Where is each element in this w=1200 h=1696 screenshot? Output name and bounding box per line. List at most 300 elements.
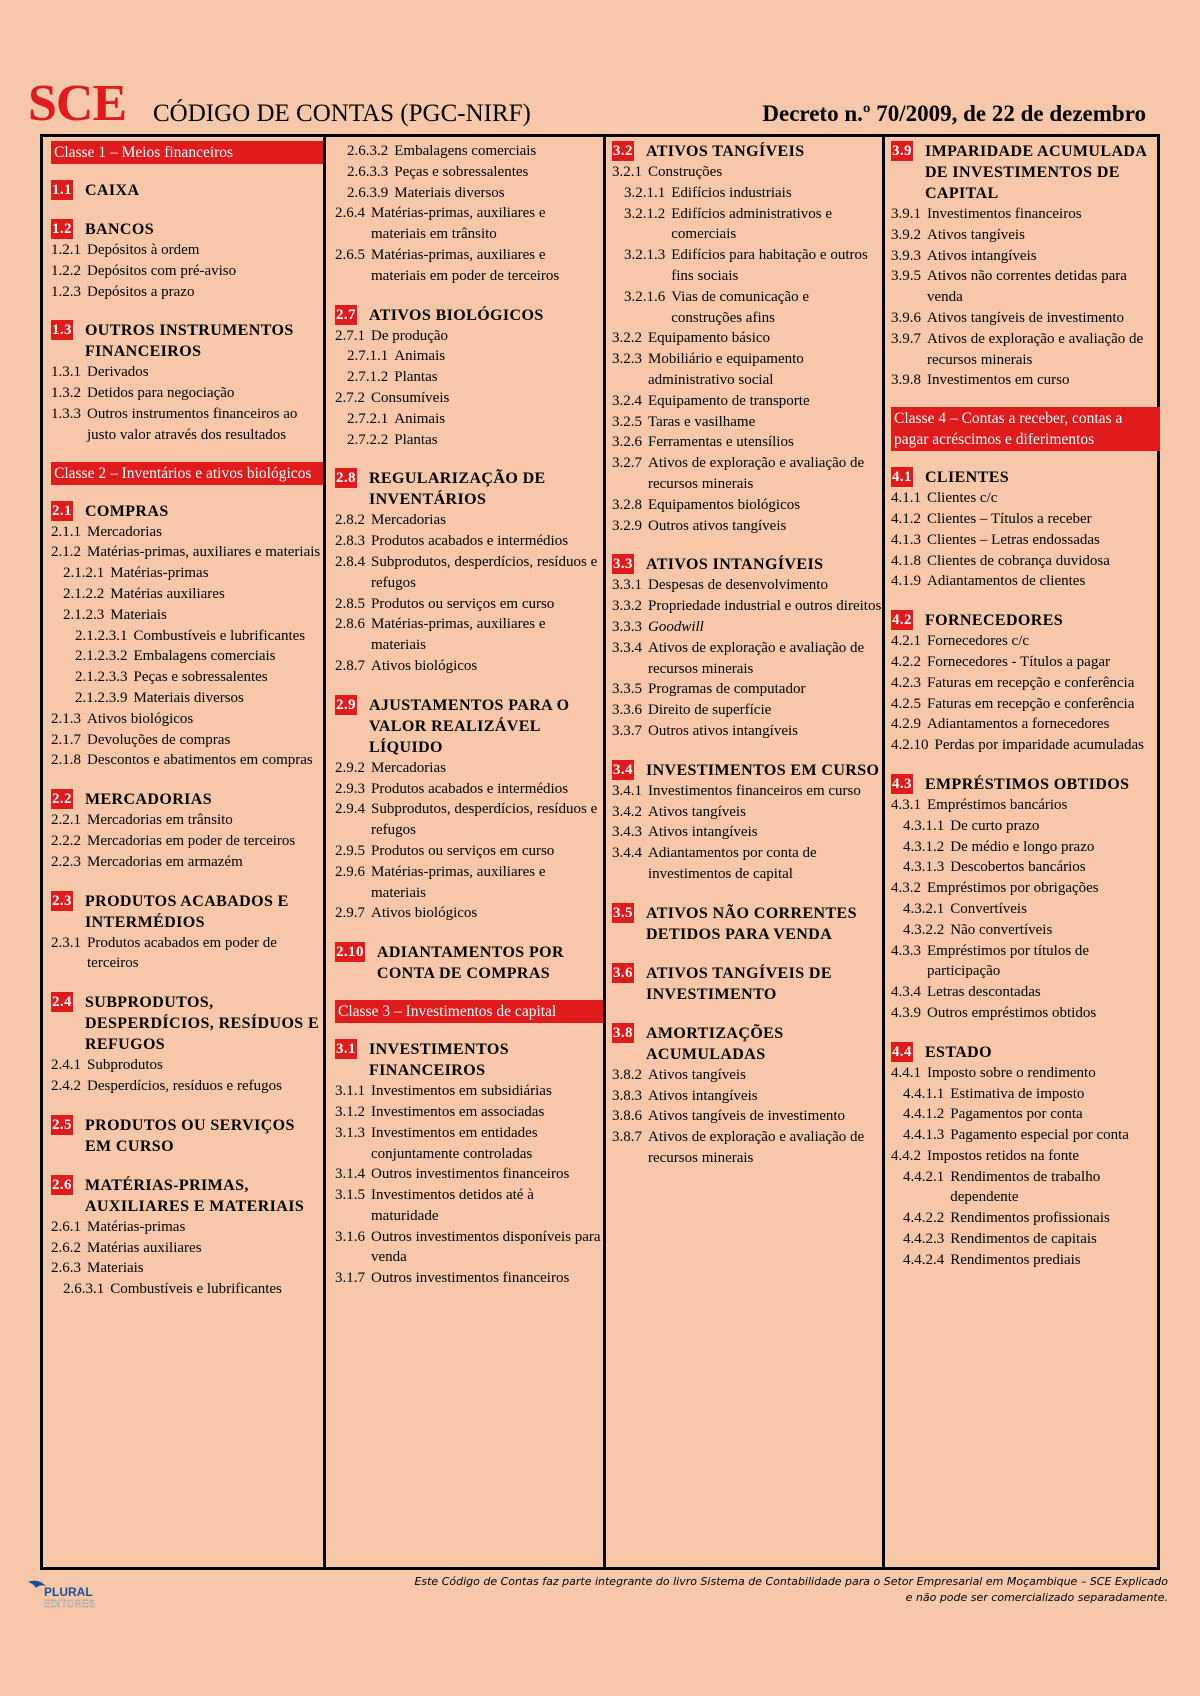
class-header: Classe 2 – Inventários e ativos biológicos: [51, 462, 323, 485]
account-number: 2.7.1.2: [347, 369, 389, 386]
account-name: Derivados: [87, 364, 149, 381]
group-title: ESTADO: [924, 1043, 992, 1061]
account-item: [612, 1065, 882, 1086]
account-number: 4.1.8: [891, 552, 921, 569]
account-item: [335, 799, 603, 841]
account-number: 3.1.7: [335, 1270, 365, 1287]
account-item: [335, 656, 603, 677]
account-item: [335, 367, 603, 388]
account-number: 3.2.5: [612, 413, 642, 430]
account-number: 3.9.6: [891, 309, 921, 326]
account-name: Ativos intangíveis: [927, 247, 1037, 264]
account-number: 3.9.1: [891, 206, 921, 222]
group-title: ATIVOS INTANGÍVEIS: [645, 556, 824, 574]
account-name: Faturas em recepção e conferência: [927, 695, 1135, 712]
account-item: [335, 430, 603, 451]
account-number: 2.6.2: [51, 1239, 81, 1256]
group-title: CAIXA: [84, 182, 140, 199]
account-name: Ativos não correntes detidas para venda: [927, 268, 1127, 306]
account-number: 3.2.1.3: [624, 247, 666, 264]
account-name: Investimentos detidos até à maturidade: [371, 1187, 534, 1224]
group-number-badge: 1.3: [52, 322, 72, 339]
group-title: ADIANTAMENTOS POR CONTA DE COMPRAS: [376, 944, 564, 983]
account-item: [891, 857, 1160, 878]
group-title: FORNECEDORES: [924, 612, 1064, 630]
account-item: [891, 673, 1160, 694]
account-name: De curto prazo: [950, 817, 1040, 834]
account-name: Clientes – Letras endossadas: [927, 531, 1100, 548]
account-name: Edifícios industriais: [671, 184, 792, 201]
account-name: Outros empréstimos obtidos: [927, 1004, 1097, 1021]
account-item: [891, 899, 1160, 920]
account-name: Ativos tangíveis: [648, 1066, 746, 1083]
group-title: ATIVOS BIOLÓGICOS: [368, 306, 544, 324]
publisher-logo: [26, 1576, 106, 1610]
account-item: [891, 1084, 1160, 1105]
account-name: Mercadorias em armazém: [87, 853, 243, 870]
account-name: Subprodutos, desperdícios, resíduos e refugos: [371, 801, 598, 839]
account-name: Adiantamentos por conta de investimentos de capital: [648, 845, 817, 882]
account-number: 1.3.3: [51, 405, 81, 422]
account-number: 4.3.2.2: [903, 921, 945, 938]
account-number: 4.4.1: [891, 1064, 921, 1081]
account-number: 2.9.7: [335, 905, 365, 922]
account-number: 3.1.1: [335, 1083, 365, 1100]
account-name: Mercadorias: [371, 512, 446, 529]
account-item: [612, 287, 882, 329]
account-item: [612, 575, 882, 596]
group-number-badge: 2.4: [52, 994, 72, 1011]
group-title: ATIVOS TANGÍVEIS: [645, 143, 805, 160]
account-number: 2.7.2.1: [347, 410, 389, 427]
account-number: 4.2.3: [891, 674, 921, 691]
account-item: [891, 1229, 1160, 1250]
account-item: [51, 1217, 323, 1238]
account-name: Direito de superfície: [648, 702, 772, 719]
account-item: [891, 795, 1160, 816]
account-item: [612, 183, 882, 204]
account-item: [51, 626, 323, 647]
account-number: 2.2.1: [51, 812, 81, 829]
account-name: Mercadorias: [371, 759, 446, 776]
account-number: 3.2.4: [612, 392, 642, 409]
account-number: 3.3.5: [612, 681, 642, 698]
account-item: [612, 391, 882, 412]
account-item: [51, 810, 323, 831]
account-number: 3.3.1: [612, 577, 642, 594]
class-header: Classe 3 – Investimentos de capital: [335, 1000, 603, 1023]
account-item: [612, 516, 882, 537]
account-number: 3.4.4: [612, 845, 642, 862]
account-item: [891, 1003, 1160, 1024]
account-item: [335, 245, 603, 287]
account-number: 2.1.8: [51, 752, 81, 769]
account-name: Detidos para negociação: [87, 385, 235, 402]
account-name: Consumíveis: [371, 389, 450, 406]
group-number-badge: 2.10: [336, 944, 364, 961]
account-item: [891, 1125, 1160, 1146]
account-name: Produtos acabados em poder de terceiros: [87, 934, 277, 972]
account-item: [335, 203, 603, 245]
account-name: Não convertíveis: [950, 921, 1053, 938]
account-item: [612, 843, 882, 885]
account-name: Fornecedores c/c: [927, 633, 1030, 650]
account-name: Empréstimos bancários: [927, 796, 1068, 813]
account-name: Imposto sobre o rendimento: [927, 1064, 1096, 1081]
account-name: Matérias-primas, auxiliares e materiais em trânsito: [371, 205, 546, 243]
account-item: [51, 852, 323, 873]
account-name: Materiais diversos: [394, 184, 505, 201]
account-item: [335, 510, 603, 531]
account-number: 1.2.1: [51, 242, 81, 258]
account-item: [51, 646, 323, 667]
account-number: 2.6.3.2: [347, 143, 389, 159]
bird-icon: [26, 1576, 106, 1610]
account-number: 4.4.1.2: [903, 1106, 945, 1123]
account-number: 1.3.1: [51, 364, 81, 381]
account-number: 2.1.7: [51, 731, 81, 748]
group-heading: [612, 141, 882, 162]
group-number-badge: 3.1: [336, 1041, 356, 1058]
account-number: 3.1.5: [335, 1187, 365, 1204]
account-number: 4.2.2: [891, 653, 921, 670]
group-number-badge: 3.5: [613, 904, 633, 921]
group-number-badge: 3.9: [892, 143, 912, 159]
account-item: [891, 530, 1160, 551]
group-heading: [891, 141, 1160, 204]
account-number: 2.9.3: [335, 780, 365, 797]
account-item: [335, 1081, 603, 1102]
decree-reference: Decreto n.º 70/2009, de 22 de dezembro: [762, 101, 1146, 126]
account-name: Despesas de desenvolvimento: [648, 577, 828, 594]
account-item: [612, 721, 882, 742]
account-item: [612, 432, 882, 453]
account-name: Convertíveis: [950, 900, 1027, 917]
account-number: 3.2.2: [612, 330, 642, 347]
account-number: 3.2.7: [612, 455, 642, 472]
account-name: Ativos tangíveis: [927, 226, 1025, 243]
account-item: [612, 822, 882, 843]
account-item: [891, 329, 1160, 371]
group-number-badge: 2.9: [336, 696, 356, 713]
account-number: 3.9.7: [891, 330, 921, 347]
group-number-badge: 4.1: [892, 469, 912, 486]
account-item: [335, 162, 603, 183]
account-name: Matérias-primas: [110, 565, 209, 582]
account-name: Matérias auxiliares: [110, 585, 225, 602]
account-item: [335, 1102, 603, 1123]
group-title: ATIVOS TANGÍVEIS DE INVESTIMENTO: [645, 964, 832, 1003]
account-name: Ativos intangíveis: [648, 824, 758, 841]
account-item: [612, 453, 882, 495]
account-name: Clientes – Títulos a receber: [927, 510, 1092, 527]
account-number: 4.1.2: [891, 510, 921, 527]
account-name: Produtos acabados e intermédios: [371, 780, 569, 797]
account-number: 2.8.6: [335, 616, 365, 633]
account-name: Animais: [394, 348, 446, 365]
account-name: Produtos ou serviços em curso: [371, 842, 555, 859]
group-heading: [51, 992, 323, 1055]
column-4: [882, 137, 1160, 1567]
account-name: Impostos retidos na fonte: [927, 1147, 1080, 1164]
account-number: 3.3.7: [612, 722, 642, 739]
account-number: 2.9.6: [335, 863, 365, 880]
account-name: Mercadorias em trânsito: [87, 812, 233, 829]
account-name: Combustíveis e lubrificantes: [133, 627, 306, 644]
group-title: MATÉRIAS-PRIMAS, AUXILIARES E MATERIAIS: [84, 1176, 305, 1215]
account-number: 2.2.3: [51, 853, 81, 870]
account-name: Letras descontadas: [927, 984, 1041, 1001]
group-number-badge: 3.6: [613, 964, 633, 981]
group-title: IMPARIDADE ACUMULADA DE INVESTIMENTOS DE CAPITAL: [924, 143, 1147, 202]
account-item: [891, 225, 1160, 246]
account-number: 4.2.5: [891, 695, 921, 712]
account-item: [335, 531, 603, 552]
account-name: Ativos tangíveis de investimento: [927, 309, 1125, 326]
group-title: COMPRAS: [84, 502, 169, 520]
group-heading: [51, 501, 323, 522]
group-number-badge: 2.1: [52, 502, 72, 519]
account-name: Ativos de exploração e avaliação de recursos minerais: [648, 455, 865, 492]
account-name: Outros investimentos financeiros: [371, 1166, 570, 1183]
account-number: 3.9.3: [891, 247, 921, 264]
account-item: [612, 1086, 882, 1107]
account-name: Investimentos em curso: [927, 372, 1070, 389]
group-heading: [612, 554, 882, 575]
account-number: 2.1.2.3: [63, 606, 105, 623]
account-number: 2.7.2.2: [347, 431, 389, 448]
account-item: [891, 246, 1160, 267]
account-number: 2.8.4: [335, 553, 365, 570]
account-item: [891, 571, 1160, 592]
account-item: [891, 652, 1160, 673]
account-name: Devoluções de compras: [87, 731, 231, 748]
account-item: [51, 667, 323, 688]
group-number-badge: 2.6: [52, 1176, 72, 1193]
group-heading: [612, 903, 882, 945]
footer-note-line2: e não pode ser comercializado separadamente.: [905, 1591, 1168, 1604]
account-number: 2.1.2.1: [63, 565, 105, 582]
account-item: [335, 1227, 603, 1269]
account-item: [51, 584, 323, 605]
account-item: [51, 362, 323, 383]
account-item: [51, 282, 323, 303]
account-number: 4.1.3: [891, 531, 921, 548]
account-item: [335, 1268, 603, 1289]
account-item: [612, 349, 882, 391]
account-number: 4.4.1.3: [903, 1127, 945, 1144]
account-item: [51, 542, 323, 563]
account-name: Produtos ou serviços em curso: [371, 595, 555, 612]
account-name: Empréstimos por títulos de participação: [927, 942, 1090, 980]
account-name: Ativos biológicos: [371, 657, 478, 674]
group-title: EMPRÉSTIMOS OBTIDOS: [924, 775, 1130, 793]
group-heading: [335, 942, 603, 984]
account-item: [891, 1167, 1160, 1209]
account-number: 3.2.1.1: [624, 184, 666, 201]
account-item: [51, 1279, 323, 1300]
account-item: [335, 1123, 603, 1165]
brand-logo-text: SCE: [28, 75, 127, 132]
account-item: [335, 841, 603, 862]
account-name: Outros instrumentos financeiros ao justo valor através dos resultados: [87, 405, 298, 443]
account-number: 3.2.1.2: [624, 205, 666, 222]
account-number: 3.3.3: [612, 618, 642, 635]
account-number: 4.3.2: [891, 880, 921, 897]
account-name: Animais: [394, 410, 446, 427]
account-item: [891, 920, 1160, 941]
column-2: [323, 137, 603, 1567]
account-number: 2.6.3.9: [347, 184, 389, 201]
account-number: 1.2.2: [51, 262, 81, 279]
group-title: ATIVOS NÃO CORRENTES DETIDOS PARA VENDA: [645, 904, 857, 943]
group-heading: [891, 1042, 1160, 1063]
account-number: 4.3.4: [891, 984, 921, 1001]
account-number: 3.2.6: [612, 434, 642, 451]
account-item: [51, 240, 323, 261]
group-title: AJUSTAMENTOS PARA O VALOR REALIZÁVEL LÍQUIDO: [368, 696, 570, 756]
account-number: 4.4.2: [891, 1147, 921, 1164]
group-title: INVESTIMENTOS FINANCEIROS: [368, 1041, 510, 1080]
account-name: Investimentos financeiros: [927, 206, 1082, 222]
group-title: MERCADORIAS: [84, 791, 213, 809]
account-number: 3.8.7: [612, 1129, 642, 1146]
account-number: 4.4.2.1: [903, 1168, 945, 1185]
account-number: 4.3.2.1: [903, 900, 945, 917]
account-name: Pagamento especial por conta: [950, 1127, 1129, 1144]
account-item: [891, 816, 1160, 837]
account-item: [51, 383, 323, 404]
account-name: Rendimentos prediais: [950, 1251, 1081, 1268]
account-item: [891, 941, 1160, 983]
account-number: 2.6.3.3: [347, 163, 389, 180]
group-heading: [335, 695, 603, 758]
account-name: Ativos tangíveis de investimento: [648, 1108, 846, 1125]
account-number: 2.1.3: [51, 710, 81, 727]
account-number: 2.2.2: [51, 832, 81, 849]
account-name: Vias de comunicação e construções afins: [671, 288, 810, 326]
account-item: [335, 183, 603, 204]
account-number: 2.6.3.1: [63, 1281, 105, 1298]
account-item: [891, 488, 1160, 509]
account-name: Descontos e abatimentos em compras: [87, 752, 313, 769]
group-heading: [51, 1115, 323, 1157]
account-item: [612, 617, 882, 638]
account-item: [51, 750, 323, 771]
account-name: Peças e sobressalentes: [133, 669, 268, 686]
group-number-badge: 3.8: [613, 1024, 633, 1041]
account-name: Programas de computador: [648, 681, 806, 698]
account-number: 2.3.1: [51, 934, 81, 951]
account-name: Propriedade industrial e outros direitos: [648, 598, 882, 615]
account-item: [612, 495, 882, 516]
account-item: [891, 1063, 1160, 1084]
group-heading: [51, 891, 323, 933]
account-name: Equipamento de transporte: [648, 392, 810, 409]
account-name: Outros ativos tangíveis: [648, 517, 787, 534]
account-number: 2.6.3: [51, 1260, 81, 1277]
account-item: [612, 412, 882, 433]
account-number: 3.1.2: [335, 1103, 365, 1120]
account-number: 2.9.4: [335, 801, 365, 818]
account-item: [51, 1076, 323, 1097]
account-number: 2.6.4: [335, 205, 365, 222]
account-number: 3.2.8: [612, 496, 642, 513]
account-name: Ativos intangíveis: [648, 1087, 758, 1104]
account-number: 2.1.2.3.2: [75, 648, 128, 665]
page-title: CÓDIGO DE CONTAS (PGC-NIRF): [153, 100, 531, 127]
account-name: Matérias-primas, auxiliares e materiais em poder de terceiros: [371, 246, 560, 284]
account-item: [51, 522, 323, 543]
account-name: Investimentos em subsidiárias: [371, 1083, 552, 1100]
account-item: [891, 1146, 1160, 1167]
account-name: Mercadorias em poder de terceiros: [87, 832, 296, 849]
account-item: [612, 328, 882, 349]
group-number-badge: 3.2: [613, 143, 633, 159]
group-number-badge: 2.7: [336, 306, 356, 323]
account-name: Ativos biológicos: [371, 905, 478, 922]
class-header: Classe 4 – Contas a receber, contas a pagar acréscimos e diferimentos: [891, 407, 1160, 451]
account-name: Empréstimos por obrigações: [927, 880, 1099, 897]
account-name: Estimativa de imposto: [950, 1085, 1085, 1102]
account-number: 4.3.1.1: [903, 817, 945, 834]
account-number: 2.8.3: [335, 533, 365, 550]
account-name: Outros ativos intangíveis: [648, 722, 798, 739]
account-number: 3.9.8: [891, 372, 921, 389]
account-item: [51, 1238, 323, 1259]
group-number-badge: 2.8: [336, 470, 356, 487]
account-number: 3.4.3: [612, 824, 642, 841]
account-name: Materiais: [110, 606, 167, 623]
account-name: Plantas: [394, 369, 438, 386]
group-heading: [891, 774, 1160, 795]
account-item: [612, 638, 882, 680]
account-item: [891, 551, 1160, 572]
account-number: 2.9.5: [335, 842, 365, 859]
account-item: [335, 326, 603, 347]
group-heading: [612, 760, 882, 781]
account-number: 3.4.2: [612, 803, 642, 820]
account-number: 2.4.2: [51, 1077, 81, 1094]
logo-line1: PLURAL: [44, 1585, 93, 1599]
group-number-badge: 2.5: [52, 1116, 72, 1133]
page-header: [28, 75, 1146, 134]
account-name: Clientes c/c: [927, 490, 998, 507]
account-item: [51, 261, 323, 282]
account-name: Embalagens comerciais: [133, 648, 276, 665]
group-heading: [51, 219, 323, 240]
account-number: 4.4.2.4: [903, 1251, 945, 1268]
account-item: [51, 404, 323, 446]
group-heading: [51, 789, 323, 810]
account-item: [612, 802, 882, 823]
account-item: [335, 594, 603, 615]
account-number: 2.1.2.2: [63, 585, 105, 602]
account-name: Investimentos financeiros em curso: [648, 782, 861, 799]
group-number-badge: 2.3: [52, 892, 72, 909]
account-name: Mercadorias: [87, 523, 162, 540]
account-item: [612, 245, 882, 287]
account-item: [612, 596, 882, 617]
group-title: CLIENTES: [924, 469, 1010, 487]
account-item: [51, 1055, 323, 1076]
account-name: Taras e vasilhame: [648, 413, 756, 430]
account-number: 3.2.9: [612, 517, 642, 534]
group-heading: [335, 1039, 603, 1081]
logo-line2: EDITORES: [44, 1599, 95, 1610]
account-item: [891, 1104, 1160, 1125]
account-name: Materiais: [87, 1260, 144, 1277]
